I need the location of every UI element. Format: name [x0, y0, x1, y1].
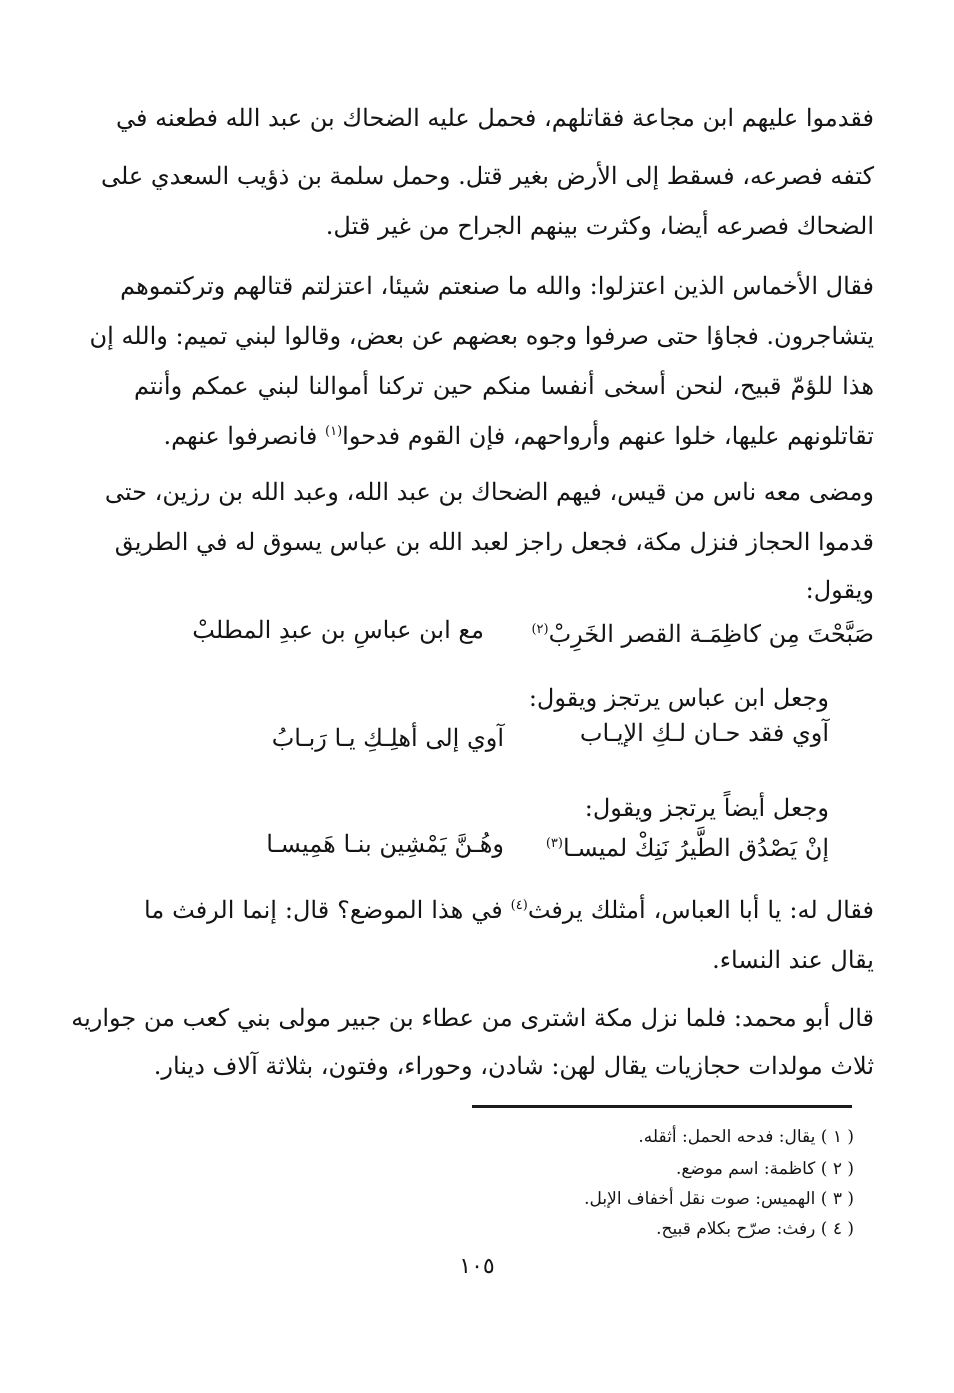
footnote-ref-3: (٣) [545, 836, 563, 851]
verse-2-first-hemistich: آوي إلى أهلِـكِ يـا رَبـابُ [271, 724, 504, 752]
verse-3-intro: وجعل أيضاً يرتجز ويقول: [584, 794, 829, 822]
verse-1-right-text: صَبَّحْتَ مِن كاظِمَـة القصر الخَرِبْ [548, 620, 874, 648]
paragraph-4-line-2: يقال عند النساء. [712, 946, 874, 974]
footnote-separator [472, 1105, 852, 1108]
paragraph-4-line-1 [144, 888, 874, 928]
paragraph-2-line-4-end: فانصرفوا عنهم. [163, 422, 318, 450]
paragraph-3-line-3: ويقول: [805, 576, 874, 604]
verse-2-intro: وجعل ابن عباس يرتجز ويقول: [528, 684, 829, 712]
verse-1-second-hemistich: مع ابن عباسِ بن عبدِ المطلبْ [192, 616, 484, 644]
paragraph-1-line-2: كتفه فصرعه، فسقط إلى الأرض بغير قتل. وحمل سلمة بن ذؤيب السعدي على [100, 162, 874, 190]
paragraph-4-line-1-part-2: في هذا الموضع؟ قال: إنما الرفث ما [144, 896, 503, 924]
footnote-ref-1: (١) [325, 424, 343, 439]
verse-3-first-hemistich: وهُـنَّ يَمْشِين بنـا هَمِيسـا [266, 830, 504, 858]
verse-1-first-hemistich [531, 612, 874, 652]
paragraph-2-line-4-text: تقاتلونهم عليها، خلوا عنهم وأرواحهم، فإن القوم فدحوا [342, 422, 874, 450]
verse-2-second-hemistich: آوي فقد حـان لـكِ الإيـاب [579, 719, 829, 747]
paragraph-2-line-2: يتشاجرون. فجاؤا حتى صرفوا وجوه بعضهم عن بعض، وقالوا لبني تميم: والله إن [89, 322, 874, 350]
paragraph-2-line-4 [163, 414, 874, 454]
paragraph-5-line-2: ثلاث مولدات حجازيات يقال لهن: شادن، وحوراء، وفتون، بثلاثة آلاف دينار. [153, 1052, 874, 1080]
paragraph-1-line-3: الضحاك فصرعه أيضا، وكثرت بينهم الجراح من غير قتل. [325, 212, 874, 240]
paragraph-3-line-2: قدموا الحجاز فنزل مكة، فجعل راجز لعبد الله بن عباس يسوق له في الطريق [114, 528, 874, 556]
paragraph-3-line-1: ومضى معه ناس من قيس، فيهم الضحاك بن عبد الله، وعبد الله بن رزين، حتى [104, 478, 874, 506]
paragraph-2-line-3: هذا للؤمّ قبيح، لنحن أسخى أنفسا منكم حين تركنا أموالنا لبني عمكم وأنتم [134, 372, 874, 400]
verse-3-left-text: إنْ يَصْدُق الطَّيرُ نَنِكْ لميسـا [562, 834, 829, 862]
footnote-1: ( ١ ) يقال: فدحه الحمل: أثقله. [638, 1127, 854, 1147]
footnote-4: ( ٤ ) رفث: صرّح بكلام قبيح. [656, 1219, 854, 1239]
paragraph-1-line-1: فقدموا عليهم ابن مجاعة فقاتلهم، فحمل عليه الضحاك بن عبد الله فطعنه في [115, 104, 874, 132]
footnote-2: ( ٢ ) كاظمة: اسم موضع. [676, 1159, 854, 1179]
footnote-ref-2: (٢) [531, 622, 549, 637]
footnote-3: ( ٣ ) الهميس: صوت نقل أخفاف الإبل. [584, 1189, 854, 1209]
footnote-ref-4: (٤) [510, 898, 528, 913]
page-number: ١٠٥ [459, 1254, 495, 1279]
paragraph-5-line-1: قال أبو محمد: فلما نزل مكة اشترى من عطاء بن جبير مولى بني كعب من جواريه [71, 1004, 874, 1032]
paragraph-2-line-1: فقال الأخماس الذين اعتزلوا: والله ما صنعتم شيئا، اعتزلتم قتالهم وتركتموهم [120, 272, 874, 300]
paragraph-4-line-1-part-1: فقال له: يا أبا العباس، أمثلك يرفث [527, 896, 875, 924]
verse-3-second-hemistich [546, 826, 829, 866]
